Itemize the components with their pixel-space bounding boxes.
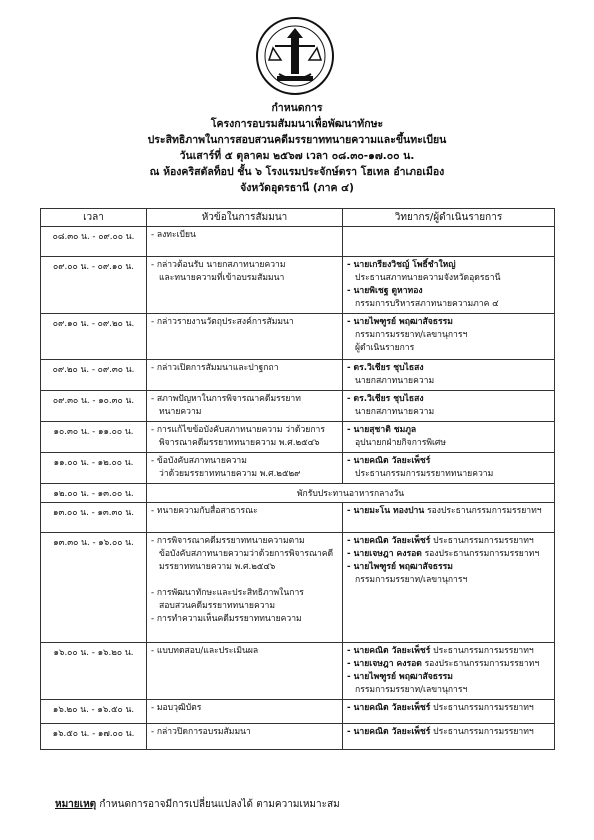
row-topic [147,503,343,533]
row-time: ๑๓.๓๐ น. - ๑๖.๐๐ น. [41,533,147,643]
topic-line: - กล่าวเปิดการสัมมนาและปาฐกถา [151,363,279,373]
row-speakers [343,391,555,422]
footnote [55,797,340,812]
row-topic [147,700,343,724]
header-line-venue: ณ ห้องคริสตัลท็อป ชั้น ๖ โรงแรมประจักษ์ตรา โฮเทล อำเภอเมือง [149,166,445,178]
speaker-name: - ดร.วิเชียร ชุบไธสง [347,394,424,404]
topic-line: มรรยาททนายความ พ.ศ.๒๕๔๖ [159,562,276,572]
row-topic [147,314,343,360]
row-speakers [343,360,555,391]
row-topic [147,643,343,700]
topic-line: - กล่าวปิดการอบรมสัมมนา [151,727,251,737]
table-row [41,391,555,422]
topic-line: - ข้อบังคับสภาทนายความ [151,456,247,466]
speaker-entry [347,535,550,548]
row-topic [147,227,343,257]
speaker-role: กรรมการมรรยาท/เลขานุการฯ [355,330,468,340]
footnote-label: หมายเหตุ [55,799,97,810]
speaker-role: ผู้ดำเนินรายการ [355,343,415,353]
topic-line: - ลงทะเบียน [151,230,196,240]
speaker-name: - นายไพฑูรย์ พฤฒาสัจธรรม [347,317,453,327]
table-row [41,453,555,484]
speaker-role: ประธานกรรมการมรรยาทฯ [433,703,534,713]
speaker-role: ประธานกรรมการมรรยาทฯ [433,536,534,546]
speaker-name: - นายเจษฎา คงรอด [347,549,422,559]
topic-line: - มอบวุฒิบัตร [151,703,202,713]
speaker-name: - ดร.วิเชียร ชุบไธสง [347,363,424,373]
table-row [41,533,555,643]
topic-line: - สภาพปัญหาในการพิจารณาคดีมรรยาท [151,394,301,404]
speaker-entry [347,505,550,518]
row-lunch-break: พักรับประทานอาหารกลางวัน [147,484,555,503]
topic-line: - กล่าวต้อนรับ นายกสภาทนายความ [151,260,286,270]
speaker-entry [347,548,550,561]
speaker-name: - นายสุชาติ ชมภูล [347,425,417,435]
column-header-speaker: วิทยากร/ผู้ดำเนินรายการ [343,209,555,227]
row-time: ๑๖.๐๐ น. - ๑๖.๒๐ น. [41,643,147,700]
table-row [41,314,555,360]
table-row [41,360,555,391]
speaker-role: ประธานกรรมการมรรยาทฯ [433,646,534,656]
speaker-entry [347,726,550,739]
row-time: ๐๙.๑๐ น. - ๐๙.๒๐ น. [41,314,147,360]
speaker-name: - นายพิเชฐ ดูหาทอง [347,286,423,296]
row-speakers [343,257,555,314]
row-time: ๐๙.๓๐ น. - ๑๐.๓๐ น. [41,391,147,422]
topic-line: สอบสวนคดีมรรยาททนายความ [159,601,276,611]
topic-line: - การพัฒนาทักษะและประสิทธิภาพในการ [151,588,304,598]
row-topic [147,391,343,422]
row-speakers [343,453,555,484]
row-time: ๐๘.๓๐ น. - ๐๙.๐๐ น. [41,227,147,257]
row-speakers [343,227,555,257]
row-speakers [343,643,555,700]
row-topic [147,422,343,453]
speaker-role: กรรมการมรรยาท/เลขานุการฯ [355,575,468,585]
speaker-name: - นายมะโน ทองปาน [347,506,425,516]
topic-line: ว่าด้วยมรรยาททนายความ พ.ศ.๒๕๒๙ [159,469,301,479]
speaker-entry [347,645,550,658]
row-time: ๑๓.๐๐ น. - ๑๓.๓๐ น. [41,503,147,533]
column-header-time: เวลา [41,209,147,227]
header-line-province: จังหวัดอุดรธานี (ภาค ๔) [240,182,354,194]
table-row [41,257,555,314]
row-speakers [343,700,555,724]
row-speakers [343,533,555,643]
topic-line: พิจารณาคดีมรรยาททนายความ พ.ศ.๒๕๔๖ [159,438,320,448]
speaker-role: กรรมการบริหารสภาทนายความภาค ๔ [355,299,499,309]
speaker-role: นายกสภาทนายความ [355,407,435,417]
lawyers-council-seal-logo [255,16,335,96]
topic-line: ข้อบังคับสภาทนายความว่าด้วยการพิจารณาคดี [159,549,334,559]
footnote-text: กำหนดการอาจมีการเปลี่ยนแปลงได้ ตามความเหมาะสม [99,799,340,810]
row-time: ๐๙.๐๐ น. - ๐๙.๑๐ น. [41,257,147,314]
row-topic [147,724,343,750]
speaker-name: - นายไพฑูรย์ พฤฒาสัจธรรม [347,672,453,682]
speaker-name: - นายไพฑูรย์ พฤฒาสัจธรรม [347,562,453,572]
topic-line: - กล่าวรายงานวัตถุประสงค์การสัมมนา [151,317,294,327]
topic-line: - ทนายความกับสื่อสาธารณะ [151,506,258,516]
speaker-role: รองประธานกรรมการมรรยาทฯ [426,506,542,516]
schedule-table [40,208,555,750]
speaker-role: อุปนายกฝ่ายกิจการพิเศษ [355,438,447,448]
table-row [41,643,555,700]
table-row [41,484,555,503]
topic-line: - การพิจารณาคดีมรรยาททนายความตาม [151,536,305,546]
speaker-name: - นายคณิต วัลยะเพ็ชร์ [347,727,431,737]
speaker-role: รองประธานกรรมการมรรยาทฯ [424,549,540,559]
table-header-row [41,209,555,227]
row-topic [147,453,343,484]
row-time: ๑๐.๓๐ น. - ๑๑.๐๐ น. [41,422,147,453]
table-row [41,700,555,724]
speaker-role: กรรมการมรรยาท/เลขานุการฯ [355,685,468,695]
speaker-name: - นายคณิต วัลยะเพ็ชร์ [347,456,431,466]
column-header-topic: หัวข้อในการสัมมนา [147,209,343,227]
speaker-name: - นายคณิต วัลยะเพ็ชร์ [347,703,431,713]
header-line-project: โครงการอบรมสัมมนาเพื่อพัฒนาทักษะ [210,118,384,130]
speaker-role: ประธานสภาทนายความจังหวัดอุดรธานี [355,273,501,283]
topic-line: ทนายความ [159,407,202,417]
row-speakers [343,503,555,533]
speaker-role: รองประธานกรรมการมรรยาทฯ [424,659,540,669]
speaker-role: ประธานกรรมการมรรยาทฯ [433,727,534,737]
row-time: ๑๒.๐๐ น. - ๑๓.๐๐ น. [41,484,147,503]
topic-line: - การทำความเห็นคดีมรรยาททนายความ [151,614,302,624]
row-topic [147,360,343,391]
topic-line [151,574,338,587]
header-line-title: กำหนดการ [271,102,323,114]
topic-line: - แบบทดสอบ/และประเมินผล [151,646,259,656]
speaker-entry [347,702,550,715]
header-line-subject: ประสิทธิภาพในการสอบสวนคดีมรรยาททนายความและขึ้นทะเบียน [147,134,447,146]
speaker-role: นายกสภาทนายความ [355,376,435,386]
row-speakers [343,724,555,750]
speaker-name: - นายคณิต วัลยะเพ็ชร์ [347,536,431,546]
speaker-name: - นายเกรียงวิชญ์ โพธิ์ชำใหญ่ [347,260,456,270]
schedule-body [41,227,555,750]
row-topic [147,257,343,314]
row-speakers [343,422,555,453]
table-row [41,724,555,750]
speaker-name: - นายคณิต วัลยะเพ็ชร์ [347,646,431,656]
table-row [41,503,555,533]
row-topic [147,533,343,643]
table-row [41,422,555,453]
header-line-date: วันเสาร์ที่ ๕ ตุลาคม ๒๕๖๗ เวลา ๐๘.๓๐-๑๗.๐๐ น. [179,150,415,162]
row-time: ๑๖.๒๐ น. - ๑๖.๕๐ น. [41,700,147,724]
speaker-name: - นายเจษฎา คงรอด [347,659,422,669]
document-header [40,100,554,196]
speaker-entry [347,658,550,671]
speaker-role: ประธานกรรมการมรรยาททนายความ [355,469,494,479]
topic-line: และทนายความที่เข้าอบรมสัมมนา [159,273,285,283]
topic-line: - การแก้ไขข้อบังคับสภาทนายความ ว่าด้วยการ [151,425,325,435]
table-row [41,227,555,257]
row-speakers [343,314,555,360]
row-time: ๑๖.๕๐ น. - ๑๗.๐๐ น. [41,724,147,750]
row-time: ๑๑.๐๐ น. - ๑๒.๐๐ น. [41,453,147,484]
row-time: ๐๙.๒๐ น. - ๐๙.๓๐ น. [41,360,147,391]
